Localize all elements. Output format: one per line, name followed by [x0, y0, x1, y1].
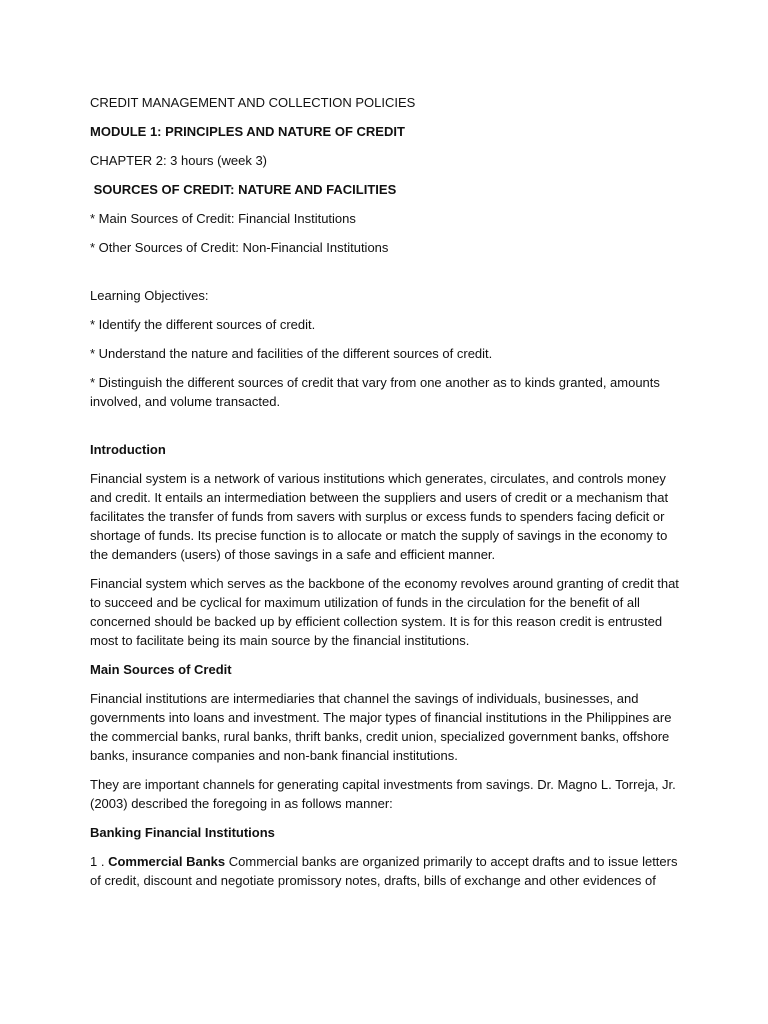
intro-paragraph: Financial system which serves as the backbone of the economy revolves around granting of credit that to succeed and be cyclical for maximum utilization of funds in the circulation for the benefit of all concerned should be backed up by efficient collection system. It is for this reason credit is entrusted most to facilitate being its main source by the financial institutions.	[90, 576, 679, 648]
commercial-banks-paragraph	[90, 852, 682, 890]
objective-item: * Identify the different sources of credit.	[90, 317, 316, 332]
spacer	[90, 267, 682, 286]
document-body	[90, 93, 682, 900]
main-sources-paragraph: They are important channels for generating capital investments from savings. Dr. Magno L. Torreja, Jr. (2003) described the foregoing in as follows manner:	[90, 777, 676, 811]
main-sources-heading: Main Sources of Credit	[90, 662, 232, 677]
main-sources-paragraph: Financial institutions are intermediaries that channel the savings of individuals, businesses, and governments into loans and investment. The major types of financial institutions in the Philippines are the commercial banks, rural banks, thrift banks, credit union, specialized government banks, offshore banks, insurance companies and non-bank financial institutions.	[90, 691, 672, 763]
chapter-line: CHAPTER 2: 3 hours (week 3)	[90, 153, 268, 168]
objective-item: * Understand the nature and facilities of the different sources of credit.	[90, 346, 493, 361]
objectives-label: Learning Objectives:	[90, 288, 209, 303]
banking-heading: Banking Financial Institutions	[90, 825, 275, 840]
commercial-banks-text: Commercial banks are organized primarily to accept drafts and to issue letters of credit, discount and negotiate promissory notes, drafts, bills of exchange and other evidences of	[90, 854, 678, 888]
intro-paragraph: Financial system is a network of various institutions which generates, circulates, and controls money and credit. It entails an intermediation between the suppliers and users of credit or a mechanism that facilitates the transfer of funds from savers with surplus or excess funds to spenders facing deficit or shortage of funds. Its precise function is to allocate or match the supply of savings in the economy to the demanders (users) of those savings in a safe and efficient manner.	[90, 471, 669, 562]
course-title: CREDIT MANAGEMENT AND COLLECTION POLICIES	[90, 95, 416, 110]
topic-item: * Other Sources of Credit: Non-Financial Institutions	[90, 240, 389, 255]
list-number: 1 .	[90, 854, 105, 869]
spacer	[90, 421, 682, 440]
section-heading-text: SOURCES OF CREDIT: NATURE AND FACILITIES	[93, 182, 397, 197]
objective-item: * Distinguish the different sources of credit that vary from one another as to kinds granted, amounts involved, and volume transacted.	[90, 375, 660, 409]
module-title: MODULE 1: PRINCIPLES AND NATURE OF CREDIT	[90, 124, 405, 139]
intro-heading: Introduction	[90, 442, 166, 457]
commercial-banks-term: Commercial Banks	[108, 854, 226, 869]
topic-item: * Main Sources of Credit: Financial Institutions	[90, 211, 356, 226]
section-heading	[90, 180, 682, 199]
